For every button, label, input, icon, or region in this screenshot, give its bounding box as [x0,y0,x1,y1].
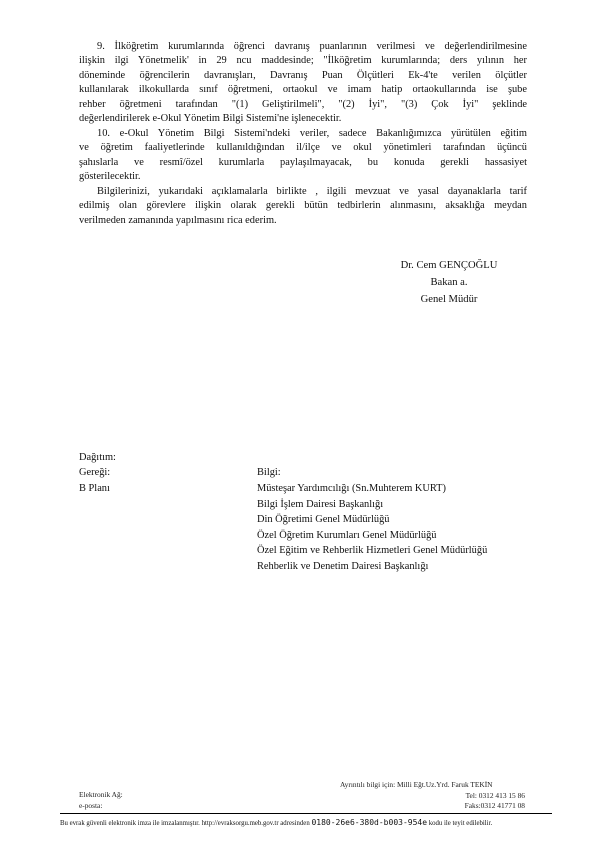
paragraph-line: 10. e-Okul Yönetim Bilgi Sistemi'ndeki veriler, sadece Bakanlığımızca yürütülen eğitim [97,128,527,139]
bilgi-item: Rehberlik ve Denetim Dairesi Başkanlığı [257,560,429,572]
paragraph-line: ve öğretim faaliyetlerinde kullanıldığından il/ilçe ve okul yönetimleri tarafından üçüncü [79,142,527,154]
footer-divider [60,813,552,814]
phone-number: Tel: 0312 413 15 86 [465,791,525,800]
paragraph-line: Bilgilerinizi, yukarıdaki açıklamalarla birlikte , ilgili mevzuat ve yasal dayanaklarla tarif [97,186,527,197]
bilgi-item: Özel Öğretim Kurumları Genel Müdürlüğü [257,529,437,541]
bilgi-item: Özel Eğitim ve Rehberlik Hizmetleri Genel Müdürlüğü [257,545,488,557]
geregi-label: Gereği: [79,467,111,478]
verification-prefix: Bu evrak güvenli elektronik imza ile imzalanmıştır. http://evraksorgu.meb.gov.tr adresinden [60,820,310,827]
paragraph-line: döneminde öğrencilerin davranışları, Davranış Puan Ölçütleri Ek-4'te verilen ölçütler [79,69,527,81]
paragraph-9 [79,40,527,126]
distribution-heading: Dağıtım: [79,452,116,463]
signatory-title: Bakan a. [430,277,468,288]
geregi-value: B Planı [79,483,110,494]
paragraph-line: ilişkin ilgi Yönetmelik' in 29 ncu maddesinde; "İlköğretim kurumlarında; ders yılının her [79,55,527,67]
electronic-network-label: Elektronik Ağ: [79,790,123,799]
bilgi-label: Bilgi: [257,467,281,478]
verification-code: 0180-26e6-380d-b003-954e [311,818,428,827]
paragraph-line: rehber öğretmeni tarafından "(1) Geliştirilmeli", "(2) İyi", "(3) Çok İyi" şeklinde [79,98,527,110]
paragraph-line: kullanılarak ilkokullarda sınıf öğretmeni, ortaokul ve imam hatip ortaokullarında ise şube [79,84,527,96]
contact-person: Ayrıntılı bilgi için: Milli Eğt.Uz.Yrd. Faruk TEKİN [340,780,493,789]
verification-footer [60,818,552,829]
signatory-position: Genel Müdür [420,294,478,305]
paragraph-line: verilmeden zamanında yapılmasını rica ederim. [79,214,277,226]
fax-number: Faks:0312 41771 08 [464,801,525,810]
paragraph-line: 9. İlköğretim kurumlarında öğrenci davranış puanlarının verilmesi ve değerlendirilmesine [97,41,527,52]
paragraph-line: değerlendirilerek e-Okul Yönetim Bilgi Sistemi'ne işlenecektir. [79,113,342,125]
email-label: e-posta: [79,801,103,810]
closing-paragraph [79,185,527,228]
verification-suffix: kodu ile teyit edilebilir. [428,820,493,827]
paragraph-10 [79,127,527,185]
bilgi-item: Bilgi İşlem Dairesi Başkanlığı [257,498,384,510]
bilgi-list [257,481,487,575]
paragraph-line: gösterilecektir. [79,171,141,183]
bilgi-item: Din Öğretimi Genel Müdürlüğü [257,514,390,526]
bilgi-item: Müsteşar Yardımcılığı (Sn.Muhterem KURT) [257,483,446,494]
paragraph-line: edilmiş olan görevlere ilişkin olarak gerekli bütün tedbirlerin alınmasını, aksaklığa meydan [79,200,527,212]
paragraph-line: şahıslarla ve resmî/özel kurumlarla paylaşılmayacak, bu konuda gerekli hassasiyet [79,156,527,168]
signatory-name: Dr. Cem GENÇOĞLU [400,260,498,271]
